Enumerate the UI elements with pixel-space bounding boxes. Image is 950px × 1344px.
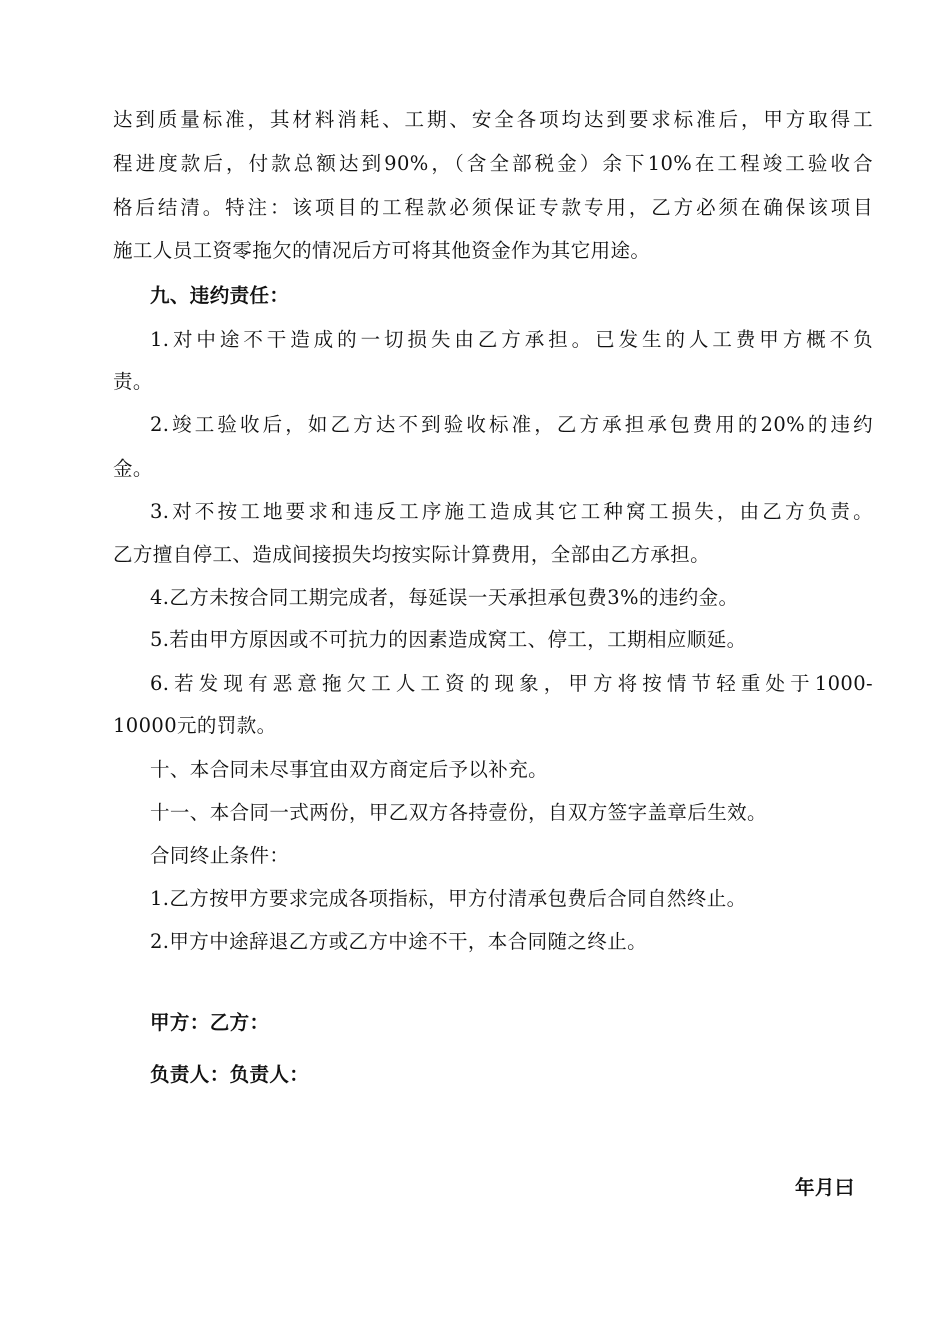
intro-line-4: 施工人员工资零拖欠的情况后方可将其他资金作为其它用途。 — [113, 239, 651, 262]
termination-item-1: 1.乙方按甲方要求完成各项指标，甲方付清承包费后合同自然终止。 — [150, 887, 747, 910]
penalty-item-6-line-1: 6.若发现有恶意拖欠工人工资的现象，甲方将按情节轻重处于1000- — [150, 672, 873, 695]
penalty-item-3-line-1: 3.对不按工地要求和违反工序施工造成其它工种窝工损失，由乙方负责。 — [150, 500, 873, 523]
signature-date: 年月曰 — [795, 1176, 855, 1199]
penalty-item-1-line-2: 责。 — [113, 370, 153, 393]
penalty-item-2-line-2: 金。 — [113, 457, 153, 480]
section-10: 十、本合同未尽事宜由双方商定后予以补充。 — [150, 758, 549, 781]
section-9-heading: 九、违约责任： — [150, 284, 290, 307]
penalty-item-5: 5.若由甲方原因或不可抗力的因素造成窝工、停工，工期相应顺延。 — [150, 628, 747, 651]
penalty-item-1-line-1: 1.对中途不干造成的一切损失由乙方承担。已发生的人工费甲方概不负 — [150, 328, 873, 351]
signature-responsible: 负责人：负责人： — [150, 1063, 310, 1086]
intro-line-1: 达到质量标准，其材料消耗、工期、安全各项均达到要求标准后，甲方取得工 — [113, 108, 873, 131]
penalty-item-3-line-2: 乙方擅自停工、造成间接损失均按实际计算费用，全部由乙方承担。 — [113, 543, 711, 566]
penalty-item-2-line-1: 2.竣工验收后，如乙方达不到验收标准，乙方承担承包费用的20%的违约 — [150, 413, 873, 436]
penalty-item-6-line-2: 10000元的罚款。 — [113, 714, 277, 737]
penalty-item-4: 4.乙方未按合同工期完成者，每延误一天承担承包费3%的违约金。 — [150, 586, 739, 609]
intro-line-3: 格后结清。特注：该项目的工程款必须保证专款专用，乙方必须在确保该项目 — [113, 196, 873, 219]
section-11: 十一、本合同一式两份，甲乙双方各持壹份，自双方签字盖章后生效。 — [150, 801, 767, 824]
termination-heading: 合同终止条件： — [150, 844, 290, 867]
signature-parties: 甲方：乙方： — [150, 1011, 270, 1034]
intro-line-2: 程进度款后，付款总额达到90%，（含全部税金）余下10%在工程竣工验收合 — [113, 152, 873, 175]
termination-item-2: 2.甲方中途辞退乙方或乙方中途不干，本合同随之终止。 — [150, 930, 648, 953]
